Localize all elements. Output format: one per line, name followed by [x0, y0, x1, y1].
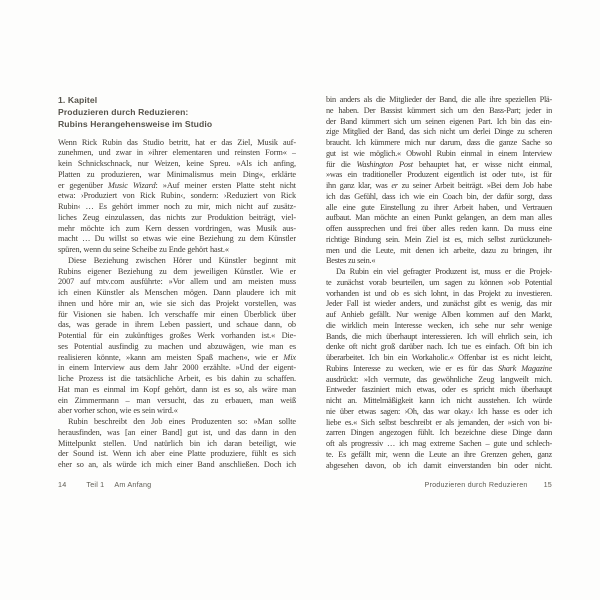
text-line: mehr möchte ich zum Kern dessen vordringen, was Musik aus-: [58, 223, 296, 233]
text-line: liebe es.« Sich selbst beschreibt er als jemanden, der »sich von bi-: [326, 417, 552, 427]
text-line: abgesehen davon, ob ich damit einverstanden bin oder nicht.: [326, 460, 552, 470]
text-line: richtige Bindung sein. Mein Ziel ist es, mich selbst zurückzuneh-: [326, 234, 552, 244]
text-line: gut ist wie möglich.« Obwohl Rubin einmal in einem Interview: [326, 148, 552, 158]
text-line: Wenn Rick Rubin das Studio betritt, hat er das Ziel, Musik auf-: [58, 137, 296, 147]
text-line: Rubin beschreibt den Job eines Produzenten so: »Man sollte: [68, 417, 296, 427]
text-line: das, was gerade in ihrem Leben passiert, und schaue dann, ob: [58, 320, 296, 330]
running-title: Produzieren durch Reduzieren: [424, 480, 528, 489]
text-line: Bestes zu sein.«: [326, 256, 376, 266]
text-line: liche Prozess ist die tatsächliche Arbeit, es bis dahin zu schaffen.: [58, 374, 296, 384]
text-line: Bands, die mich überhaupt interessieren. Ich will ehrlich sein, ich: [326, 331, 552, 341]
text-line: Da Rubin ein viel gefragter Produzent ist, muss er die Projek-: [336, 267, 552, 276]
text-line: macht … Du willst so etwas wie eine Beziehung zu dem Künstler: [58, 234, 296, 244]
chapter-heading: [58, 94, 296, 131]
text-line: für die Washington Post behauptet hat, er wisse nicht einmal,: [326, 159, 552, 169]
text-line: Diese Beziehung zwischen Hörer und Künstler beginnt mit: [68, 255, 296, 265]
text-line: zarren Dingen angezogen fühlt. Ich bezeichne diese Dinge dann: [326, 428, 552, 438]
text-line: realisieren könnte, »kann am meisten Spaß machen«, wie er Mix: [58, 352, 296, 362]
text-line: Rubin‹ … Es gehört immer noch zu mir, mich nicht auf zusätz-: [58, 202, 296, 212]
text-line: ich das Gefühl, dass ich wie ein Coach bin, der dafür sorgt, dass: [326, 191, 552, 201]
text-line: ihn ganz klar, was er zu seiner Arbeit beiträgt. »Bei dem Job habe: [326, 181, 552, 190]
text-line: Jeder Fall ist wieder anders, und zunächst gibt es wenig, das mir: [326, 299, 552, 309]
right-page-body: [326, 95, 552, 471]
text-line: Hat man es einmal im Kopf gehört, dann ist es so, als wäre man: [58, 384, 296, 394]
part-chapter-label: Am Anfang: [114, 480, 152, 489]
text-line: die wirklich mein Interesse wecken, ich sehe nur sehr wenige: [326, 320, 552, 330]
text-line: te. Es gefällt mir, wenn die Leute an ihre Grenzen gehen, ganz: [326, 449, 552, 459]
text-line: überarbeitet. Ich bin ein Workaholic.« Offenbar ist es nicht leicht,: [326, 353, 552, 362]
text-line: aber vorher schon, wie es sein wird.«: [58, 406, 178, 416]
text-line: vorhanden ist und ob es sich lohnt, in das Projekt zu investieren.: [326, 288, 552, 298]
text-line: nie über etwas sagen: ›Oh, das war okay.‹ Ich hasse es oder ich: [326, 406, 552, 416]
text-line: alle eine gute Einstellung zu ihrer Arbeit haben, und Vertrauen: [326, 202, 552, 212]
left-page: [58, 94, 296, 471]
right-page: [326, 95, 552, 471]
text-line: herausfinden, was [an einer Band] gut ist, und das dann in den: [58, 427, 296, 437]
text-line: oft als progressiv … ich mag extreme Sachen – gute und schlech-: [326, 439, 552, 448]
text-line: Rubins eigener Beziehung zu dem jeweiligen Künstler. Wie er: [58, 266, 296, 276]
right-page-footer: [425, 480, 553, 489]
text-line: etwa: ›Produziert von Rick Rubin‹, sondern: ›Reduziert von Rick: [58, 191, 296, 201]
text-line: Rubins Interesse zu wecken, wie er es für das Shark Magazine: [326, 363, 552, 373]
text-line: braucht. Ich kümmere mich nur darum, dass die ganze Sache so: [326, 138, 552, 147]
text-line: ausdrückt: »Ich vermute, das gewöhnliche Zeug langweilt mich.: [326, 374, 552, 384]
text-line: »was ein traditioneller Produzent eigentlich ist oder tut«, ist für: [326, 170, 552, 180]
text-line: ich einen Künstler als Menschen mögen. Dann plaudere ich mit: [58, 288, 296, 298]
text-line: der Band kümmert sich um seinen eigenen Part. Ich bin das ein-: [326, 116, 552, 126]
text-line: liches Zeug einzulassen, das nichts zur Produktion beiträgt, viel-: [58, 212, 296, 222]
chapter-subtitle: Rubins Herangehensweise im Studio: [58, 119, 213, 130]
text-line: 2007 auf mtv.com ausführte: »Vor allem und am meisten muss: [58, 277, 296, 287]
text-line: bin anders als die Mitglieder der Band, die alle ihre speziellen Plä-: [326, 95, 552, 104]
left-page-number: 14: [58, 480, 67, 489]
right-page-number: 15: [543, 480, 552, 489]
text-line: nicht an. Mittelmäßigkeit kann ich nicht ausstehen. Ich würde: [326, 396, 552, 405]
chapter-title: Produzieren durch Reduzieren:: [58, 107, 189, 118]
part-label: Teil 1: [86, 480, 105, 489]
text-line: eher so an, als würde ich mich einer Band anschließen. Doch ich: [58, 460, 296, 470]
text-line: für Visionen sie haben. Ich verschaffe mir einen Überblick über: [58, 309, 296, 319]
text-line: offen aussprechen und frei über alles reden kann. Da muss eine: [326, 224, 552, 233]
text-line: auf Anhieb gefällt. Nur wenige Alben kommen auf den Markt,: [326, 310, 552, 319]
text-line: der Sound ist. Wenn ich aber eine Platte produziere, fühlt es sich: [58, 449, 296, 459]
text-line: aufbaut. Man möchte an einen Punkt gelangen, an dem man alles: [326, 213, 552, 223]
text-line: ne haben. Der Bassist kümmert sich um den Bass-Part; jeder in: [326, 105, 552, 115]
text-line: Mittelpunkt stellen. Und natürlich bin ich daran beteiligt, wie: [58, 438, 296, 448]
text-line: Potential für ein zukünftiges großes Werk vorhanden ist.« Die-: [58, 331, 296, 341]
text-line: er gegenüber Music Wizard: »Auf meiner ersten Platte steht nicht: [58, 180, 296, 190]
left-page-body: [58, 138, 296, 471]
text-line: ihnen und höre mir an, wie sie sich das Projekt vorstellen, was: [58, 298, 296, 308]
text-line: men und die Leute, mit denen ich arbeite, dazu zu bringen, ihr: [326, 245, 552, 255]
text-line: zunehmen, und zwar in »ihrer elementaren und reinsten Form« –: [58, 148, 296, 158]
text-line: in einem Interview aus dem Jahr 2000 erzählte. »Und der eigent-: [58, 363, 296, 373]
chapter-number: 1. Kapitel: [58, 95, 98, 105]
text-line: denke oft nicht groß darüber nach. Ich tue es einfach. Oft bin ich: [326, 342, 552, 352]
text-line: zige Mitglied der Band, das sich nicht um derlei Dinge zu scheren: [326, 127, 552, 137]
text-line: te zunächst vorab beurteilen, um sagen zu können »ob Potential: [326, 277, 552, 287]
text-line: ein Zimmermann – man versucht, das zu erbauen, man weiß: [58, 395, 296, 405]
left-page-footer: [58, 480, 151, 489]
text-line: Platten zu produzieren, war Minimalismus mein Ding«, erklärte: [58, 169, 296, 179]
text-line: spüren, wenn du seine Scheibe zu Ende gehört hast.«: [58, 245, 229, 255]
text-line: kein Schnickschnack, nur Weizen, keine Spreu. »Als ich anfing,: [58, 159, 296, 169]
text-line: ses Potential ausfindig zu machen und abzuwägen, wie man es: [58, 341, 296, 351]
text-line: Entweder fasziniert mich etwas, oder es spricht mich überhaupt: [326, 385, 552, 395]
